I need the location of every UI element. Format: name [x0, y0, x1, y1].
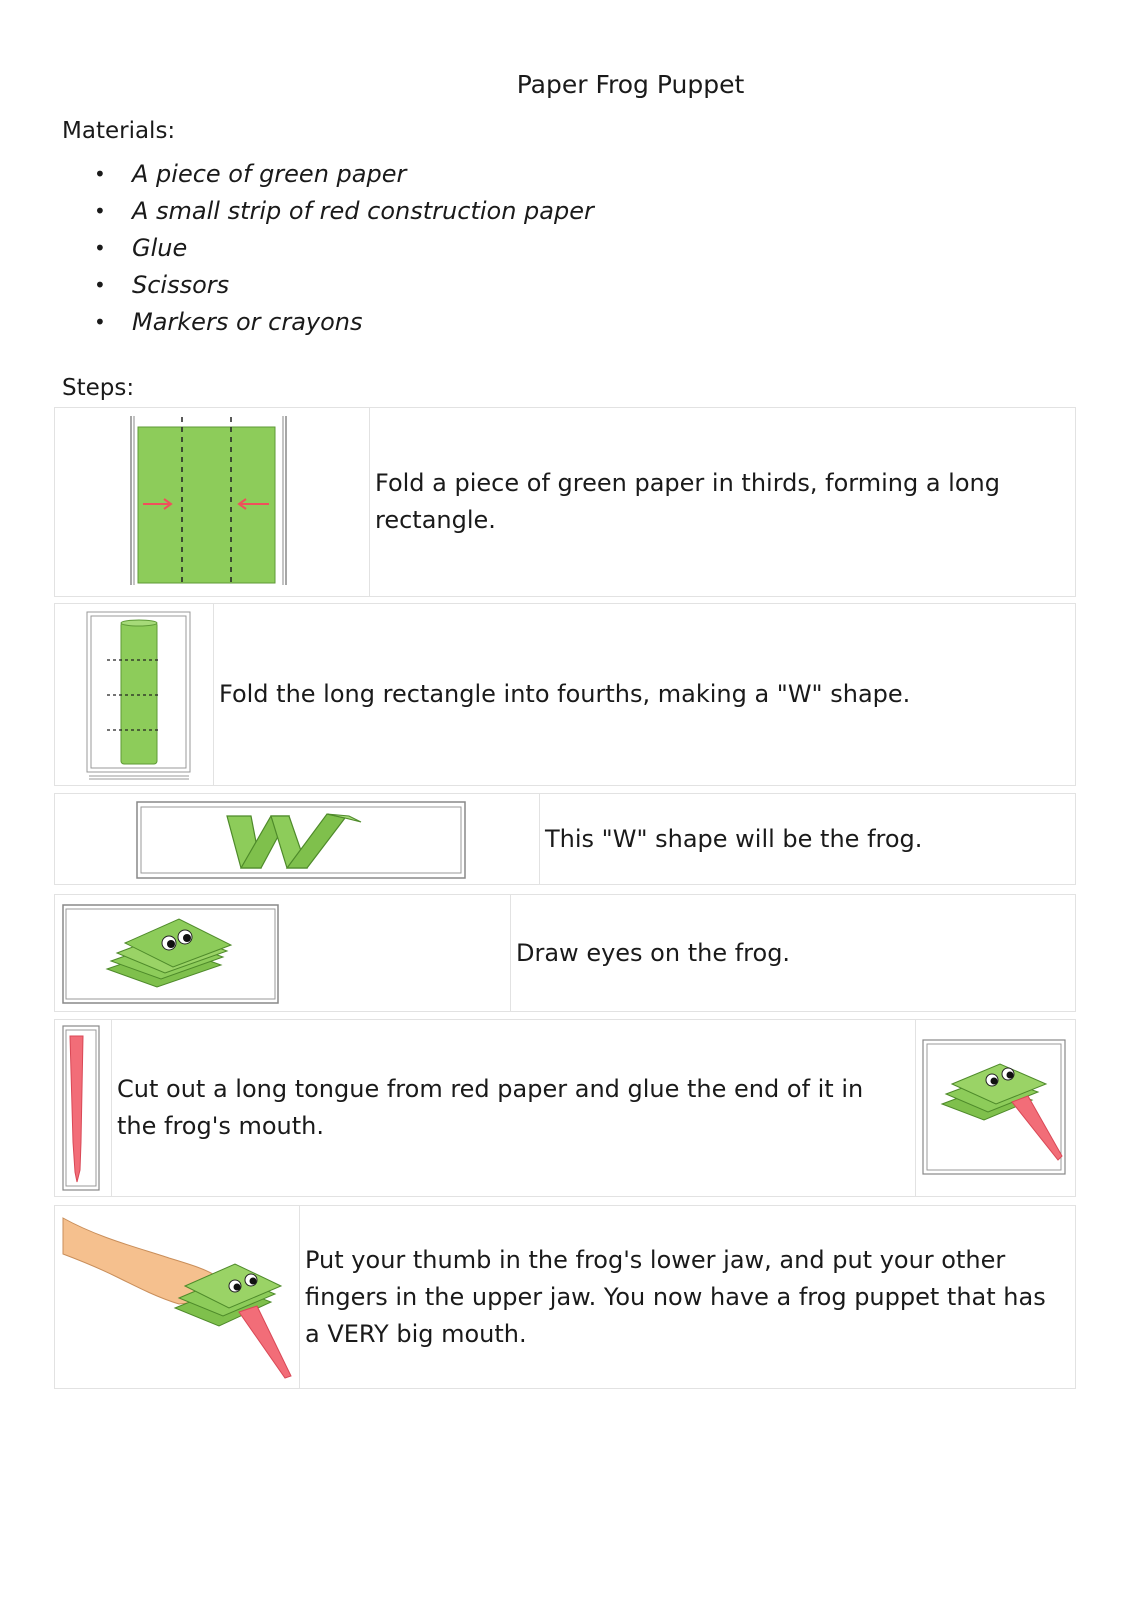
- frog-with-tongue-illustration: [920, 1036, 1070, 1186]
- red-tongue-strip-illustration: [59, 1022, 107, 1196]
- step-5-tongue-cell: [55, 1020, 111, 1196]
- step-4-illustration-cell: [55, 895, 510, 1011]
- step-1-illustration-cell: [55, 408, 369, 596]
- step-5-text: Cut out a long tongue from red paper and glue the end of it in the frog's mouth.: [111, 1020, 915, 1196]
- step-4-row: [54, 894, 1076, 1012]
- step-2-row: [54, 603, 1076, 786]
- step-3-row: [54, 793, 1076, 885]
- step-1-text: Fold a piece of green paper in thirds, forming a long rectangle.: [369, 408, 1075, 596]
- step-6-illustration-cell: [55, 1206, 299, 1388]
- hand-puppet-illustration: [59, 1208, 299, 1388]
- list-item: • Glue: [90, 230, 594, 267]
- step-1-row: [54, 407, 1076, 597]
- step-2-text: Fold the long rectangle into fourths, making a "W" shape.: [213, 604, 1075, 785]
- step-2-illustration-cell: [55, 604, 213, 785]
- list-item: • A small strip of red construction paper: [90, 193, 594, 230]
- step-6-row: [54, 1205, 1076, 1389]
- step-3-illustration-cell: [55, 794, 539, 884]
- frog-with-eyes-illustration: [61, 899, 291, 1009]
- list-item: • A piece of green paper: [90, 156, 594, 193]
- w-shape-illustration: [135, 798, 475, 882]
- step-3-text: This "W" shape will be the frog.: [539, 794, 1075, 884]
- step-5-row: [54, 1019, 1076, 1197]
- materials-list: [90, 156, 594, 341]
- folded-thirds-illustration: [125, 413, 325, 593]
- step-6-text: Put your thumb in the frog's lower jaw, and put your other fingers in the upper jaw. You now have a frog puppet that has a VERY big mouth.: [299, 1206, 1075, 1388]
- page-title: Paper Frog Puppet: [516, 70, 745, 99]
- materials-heading: Materials:: [62, 118, 176, 144]
- step-4-text: Draw eyes on the frog.: [510, 895, 1075, 1011]
- step-5-result-cell: [915, 1020, 1075, 1196]
- list-item: • Markers or crayons: [90, 304, 594, 341]
- steps-heading: Steps:: [62, 375, 135, 401]
- long-rectangle-illustration: [83, 608, 203, 783]
- list-item: • Scissors: [90, 267, 594, 304]
